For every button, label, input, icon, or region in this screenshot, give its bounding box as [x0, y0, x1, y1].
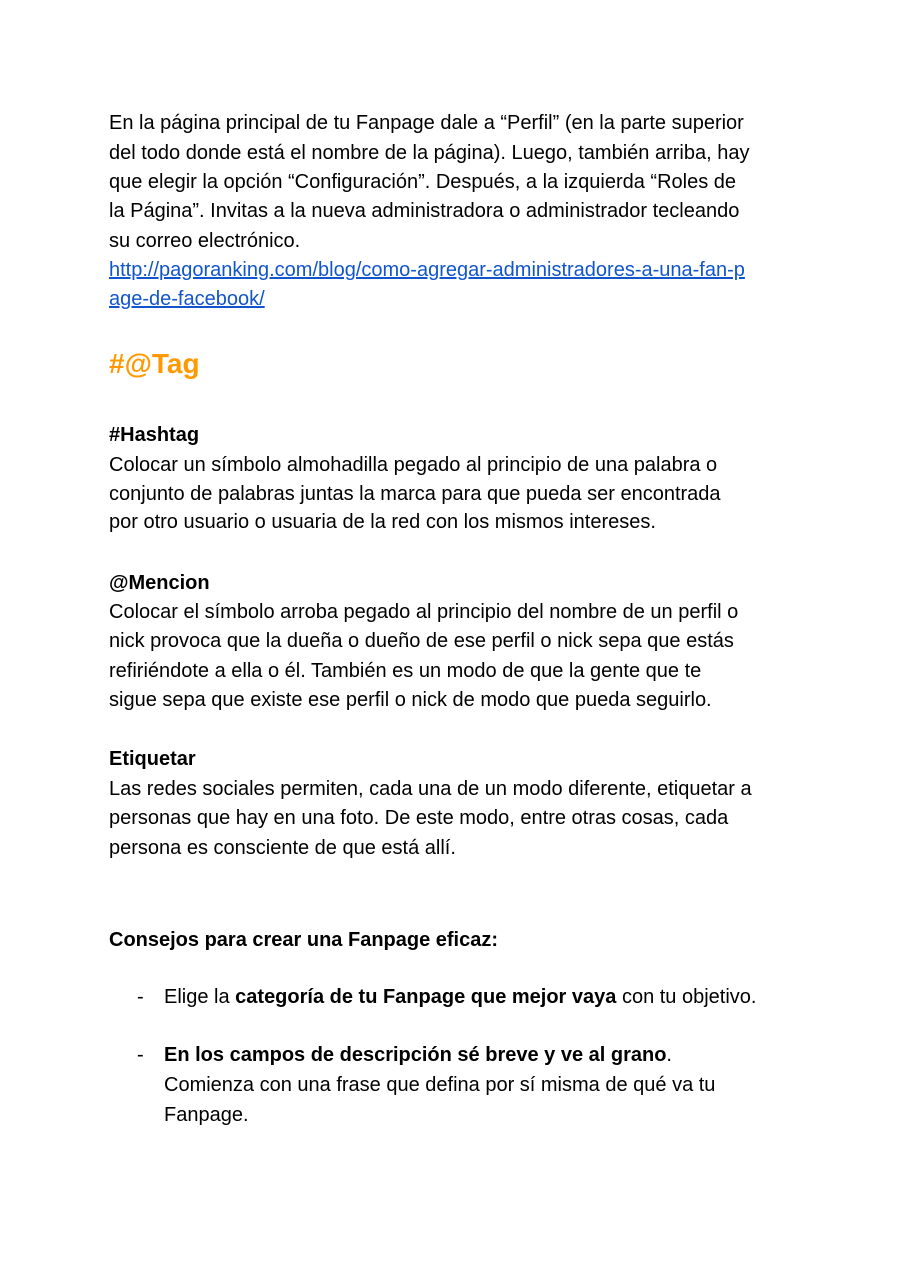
bullet-text: . — [666, 1044, 672, 1066]
intro-line: que elegir la opción “Configuración”. Después, a la izquierda “Roles de — [109, 171, 737, 193]
bullet-marker: - — [137, 1044, 144, 1066]
etiquetar-line: persona es consciente de que está allí. — [109, 837, 456, 859]
intro-line: su correo electrónico. — [109, 230, 301, 252]
intro-line: la Página”. Invitas a la nueva administradora o administrador tecleando — [109, 200, 740, 222]
bullet-text: con tu objetivo. — [616, 986, 757, 1008]
bullet-marker: - — [137, 986, 144, 1008]
consejos-title: Consejos para crear una Fanpage eficaz: — [109, 929, 499, 951]
hashtag-line: por otro usuario o usuaria de la red con los mismos intereses. — [109, 511, 656, 533]
etiquetar-line: personas que hay en una foto. De este modo, entre otras cosas, cada — [109, 807, 729, 829]
mencion-line: nick provoca que la dueña o dueño de ese perfil o nick sepa que estás — [109, 630, 734, 652]
bullet-bold-text: En los campos de descripción sé breve y ve al grano — [164, 1044, 667, 1066]
bullet-line: Fanpage. — [164, 1104, 249, 1126]
mencion-line: Colocar el símbolo arroba pegado al principio del nombre de un perfil o — [109, 601, 739, 623]
hashtag-title: #Hashtag — [109, 424, 200, 446]
mencion-line: sigue sepa que existe ese perfil o nick de modo que pueda seguirlo. — [109, 689, 712, 711]
etiquetar-line: Las redes sociales permiten, cada una de un modo diferente, etiquetar a — [109, 778, 752, 800]
bullet-item-1 — [164, 984, 756, 1010]
article-link-continued[interactable]: age-de-facebook/ — [109, 288, 265, 310]
section-heading: #@Tag — [109, 348, 200, 379]
intro-line: del todo donde está el nombre de la página). Luego, también arriba, hay — [109, 142, 750, 164]
article-link[interactable]: http://pagoranking.com/blog/como-agregar-administradores-a-una-fan-p — [109, 259, 745, 281]
mencion-title: @Mencion — [109, 572, 210, 594]
intro-line: En la página principal de tu Fanpage dale a “Perfil” (en la parte superior — [109, 112, 744, 134]
bullet-bold-text: categoría de tu Fanpage que mejor vaya — [235, 986, 617, 1008]
mencion-line: refiriéndote a ella o él. También es un modo de que la gente que te — [109, 660, 702, 682]
bullet-item-2 — [164, 1042, 672, 1068]
etiquetar-title: Etiquetar — [109, 748, 196, 770]
hashtag-line: conjunto de palabras juntas la marca para que pueda ser encontrada — [109, 483, 721, 505]
hashtag-line: Colocar un símbolo almohadilla pegado al principio de una palabra o — [109, 454, 718, 476]
bullet-text: Elige la — [164, 986, 236, 1008]
bullet-line: Comienza con una frase que defina por sí misma de qué va tu — [164, 1074, 716, 1096]
